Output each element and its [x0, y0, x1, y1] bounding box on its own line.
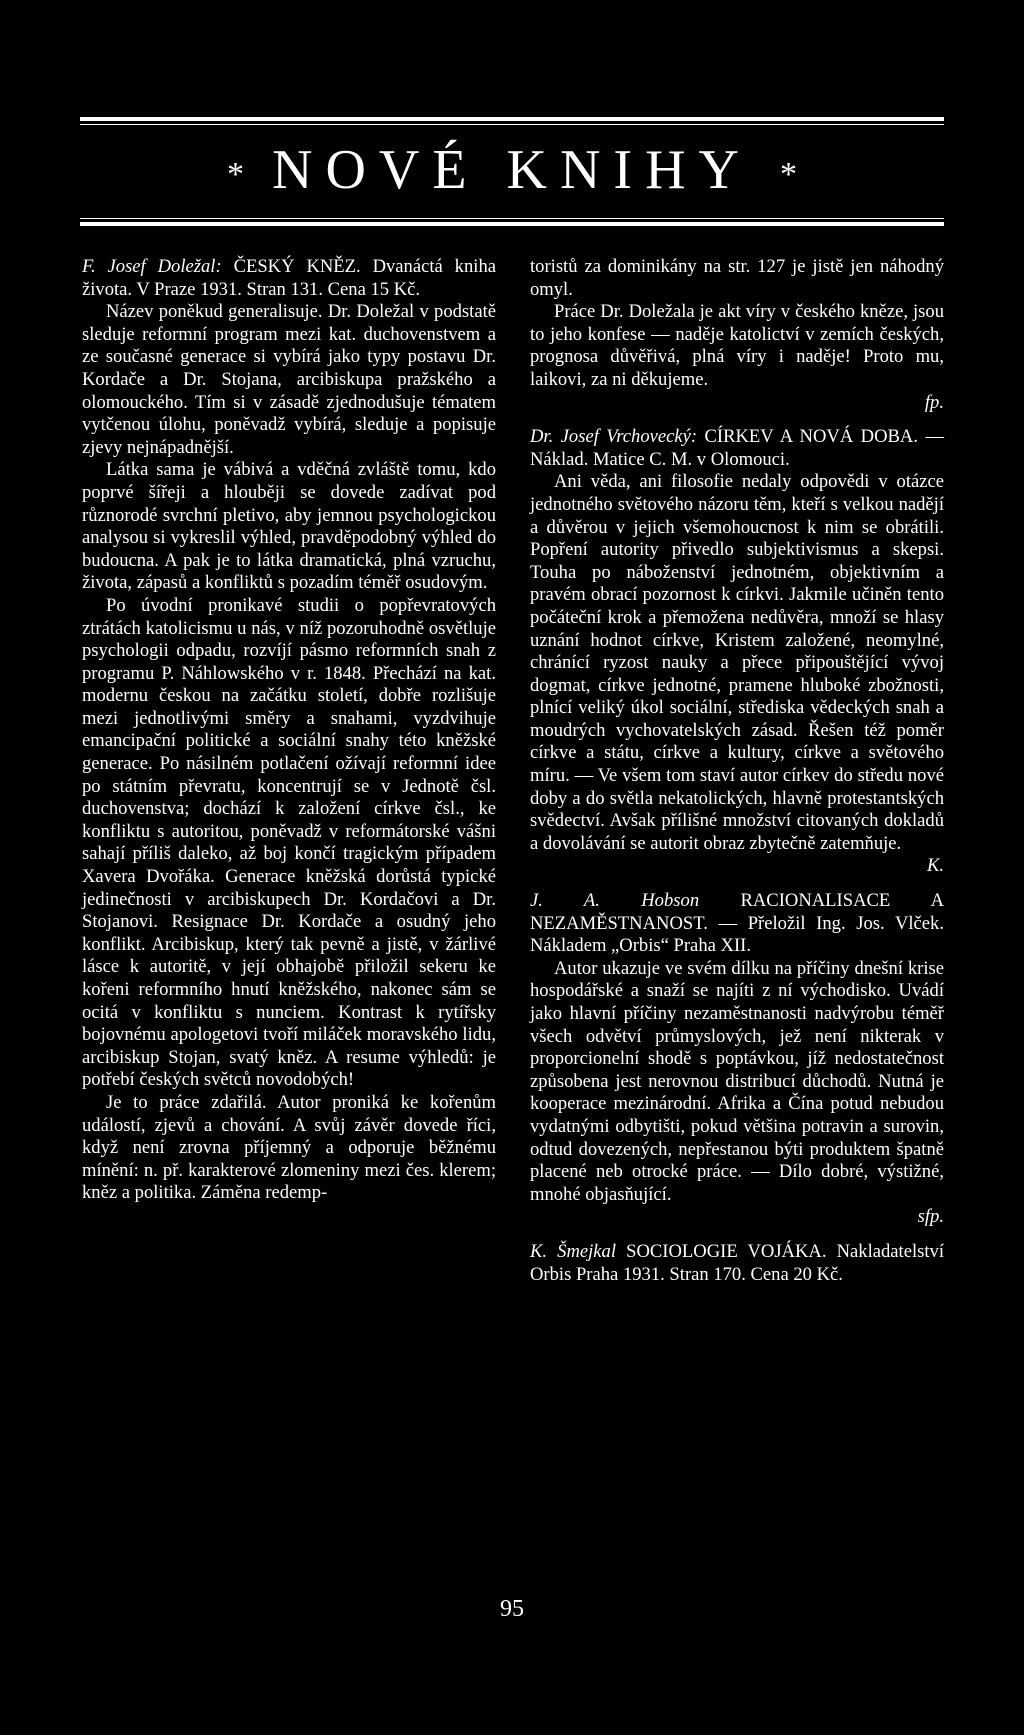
left-column — [82, 256, 496, 1205]
review-paragraph: Po úvodní pronikavé studii o popřevratových ztrátách katolicismu u nás, v níž pozoruhodně osvětluje psychologii odpadu, rozvíjí pásmo reformních snah z programu P. Náhlowského v r. 1848. Přechází na kat. modernu českou na začátku století, dobře rozlišuje mezi jednotlivými směry a snahami, vyzdvihuje emancipační politické a sociální snahy této kněžské generace. Po násilném potlačení ožívají reformní idee po státním převratu, koncentrují se v Jednotě čsl. duchovenstva; dochází k založení církve čsl., ke konfliktu s autoritou, poněvadž v reformátorské vášni sahají příliš daleko, až boj končí tragickým případem Xavera Dvořáka. Generace kněžská dorůstá typické jedinečnosti v arcibiskupech Dr. Kordačovi a Dr. Stojanovi. Resignace Dr. Kordače a osudný jeho konflikt. Arcibiskup, který tak pevně a jistě, v žárlivé lásce k autoritě, v její obhajobě přiložil sekeru ke kořeni reformního hnutí kněžského, nakonec sám se ocitá v konfliktu s nunciem. Kontrast k rytířsky bojovnému apologetovi tvoří miláček moravského lidu, arcibiskup Stojan, svatý kněz. A resume výhledů: je potřebí českých světců novodobých! — [82, 594, 496, 1091]
right-column — [530, 256, 944, 1286]
review-entry-dolezal — [82, 256, 496, 301]
review-entry-smejkal — [530, 1241, 944, 1286]
review-paragraph: Název poněkud generalisuje. Dr. Doležal v podstatě sleduje reformní program mezi kat. duchovenstvem a ze současné generace si vybírá jako typy postavu Dr. Kordače a Dr. Stojana, arcibiskupa pražského a olomouckého. Tím si v zásadě zjednodušuje tématem vytčenou úlohu, poněvadž vybírá, sleduje a popisuje zjevy nejnápadnější. — [82, 301, 496, 458]
review-paragraph: Látka sama je vábivá a vděčná zvláště tomu, kdo poprvé šířeji a hlouběji se dovede zadívat pod různorodé svrchní pletivo, aby jemnou psychologickou analysou si vykreslil výhled, pravděpodobný výhled do budoucna. A pak je to látka dramatická, plná vzruchu, života, zápasů a konfliktů s pozadím téměř osudovým. — [82, 459, 496, 594]
star-ornament-right: * — [779, 156, 797, 194]
bottom-rule-thin — [80, 218, 944, 219]
reviewer-signature: fp. — [924, 391, 944, 413]
entry-author: J. A. Hobson — [530, 890, 700, 912]
reviewer-signature: sfp. — [917, 1206, 944, 1228]
top-rule-thin — [80, 124, 944, 125]
entry-author: K. Šmejkal — [530, 1240, 617, 1262]
review-entry-vrchovecky — [530, 426, 944, 471]
entry-bibliography: SOCIOLOGIE VOJÁKA. Nakladatelství Orbis Praha 1931. Stran 170. Cena 20 Kč. — [530, 1240, 944, 1285]
review-paragraph: Autor ukazuje ve svém dílku na příčiny dnešní krise hospodářské a snaží se najíti z ní východisko. Uvádí jako hlavní příčiny nezaměstnanosti nadvýrobu téměř všech odvětví průmyslových, jež není nikterak v proporcionelní shodě s poptávkou, jíž nedostatečnost způsobena jest nerovnou distribucí důchodů. Nutná je kooperace mezinárodní. Afrika a Čína potud nebudou vydatnými odbytišti, pokud většina potravin a surovin, odtud dovezených, nepřestanou býti produktem špatně placené neb otrocké práce. — Dílo dobré, výstižné, mnohé objasňující. — [530, 957, 944, 1205]
star-ornament-left: * — [227, 156, 245, 194]
entry-bibliography: CÍRKEV A NOVÁ DOBA. — Náklad. Matice C. M. v Olomouci. — [530, 426, 944, 470]
entry-bibliography: RACIONALISACE A NEZAMĚSTNANOST. — Přeložil Ing. Jos. Vlček. Nákladem „Orbis“ Praha XII. — [530, 890, 944, 957]
entry-author: Dr. Josef Vrchovecký: — [530, 426, 698, 448]
entry-bibliography: ČESKÝ KNĚZ. Dvanáctá kniha života. V Praze 1931. Stran 131. Cena 15 Kč. — [82, 256, 496, 300]
review-paragraph: Práce Dr. Doležala je akt víry v českého kněze, jsou to jeho konfese — naděje katolictví v zemích českých, prognosa důvěřivá, plná víry i naděje! Proto mu, laikovi, za ni děkujeme. — [530, 301, 944, 390]
bottom-rule — [80, 222, 944, 226]
page-title — [80, 138, 944, 207]
review-entry-hobson — [530, 890, 944, 958]
reviewer-signature: K. — [926, 855, 944, 877]
section-title: NOVÉ KNIHY — [272, 139, 752, 201]
entry-author: F. Josef Doležal: — [82, 256, 222, 277]
review-paragraph: toristů za dominikány na str. 127 je jistě jen náhodný omyl. — [530, 256, 944, 300]
review-paragraph: Ani věda, ani filosofie nedaly odpovědi v otázce jednotného světového názoru těm, kteří s velkou nadějí a důvěrou v jejich všemohoucnost k nim se obrátili. Popření autority přivedlo subjektivismus a skepsi. Touha po náboženství jednotném, objektivním a pravém obrací pozornost k církvi. Jakmile učiněn tento počáteční krok a přemožena nedůvěra, množí se hlasy uznání hodnot církve, Kristem založené, neomylné, chránící ryzost nauky a přece připouštějící vývoj dogmat, církve jednotné, pramene hluboké zbožnosti, plnící veliký úkol sociální, střediska vědeckých snah a moudrých vychovatelských zásad. Řešen též poměr církve a státu, církve a kultury, církve a světového míru. — Ve všem tom staví autor církev do středu nové doby a do světla nekatolických, hlavně protestantských svědectví. Avšak přílišné množství citovaných dokladů a dovolávání se autorit obraz zbytečně zatemňuje. — [530, 471, 944, 854]
review-paragraph: Je to práce zdařilá. Autor proniká ke kořenům událostí, zjevů a chování. A svůj závěr dovede říci, když není zrovna příjemný a odporuje běžnému mínění: n. př. karakterové zlomeniny mezi čes. klerem; kněz a politika. Záměna redemp- — [82, 1091, 496, 1204]
top-rule — [80, 117, 944, 121]
page-number: 95 — [500, 1596, 524, 1622]
